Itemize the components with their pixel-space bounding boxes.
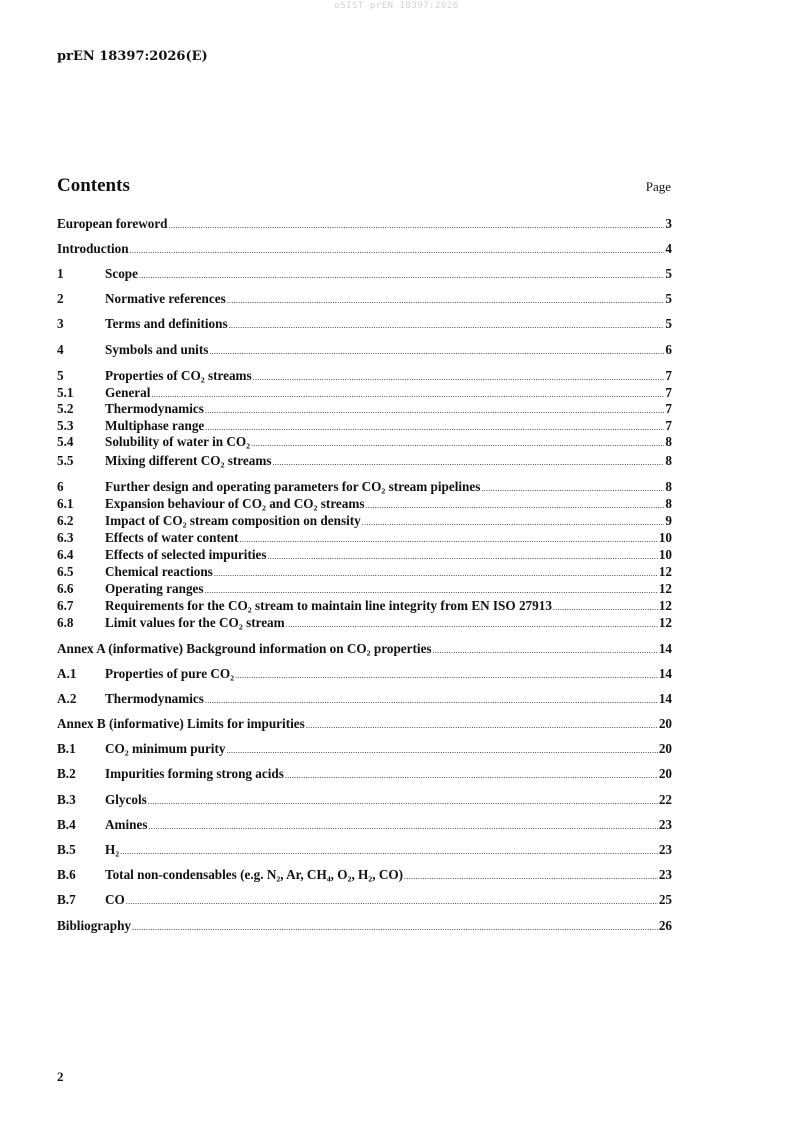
toc-entry-title: Annex A (informative) Background information on CO₂ properties bbox=[57, 641, 432, 656]
toc-entry[interactable] bbox=[57, 513, 672, 529]
toc-entry-page: 7 bbox=[665, 385, 672, 400]
toc-entry-page: 5 bbox=[665, 266, 672, 281]
toc-entry-page: 23 bbox=[658, 842, 672, 857]
dot-leader bbox=[272, 455, 664, 471]
dot-leader bbox=[148, 794, 658, 810]
document-id: prEN 18397:2026(E) bbox=[57, 49, 208, 64]
toc-entry[interactable] bbox=[57, 842, 672, 858]
toc-entry-title: Properties of pure CO₂ bbox=[105, 666, 235, 681]
toc-entry[interactable] bbox=[57, 316, 672, 332]
dot-leader bbox=[205, 583, 658, 599]
toc-entry[interactable] bbox=[57, 918, 672, 934]
toc-entry[interactable] bbox=[57, 342, 672, 358]
toc-entry[interactable] bbox=[57, 581, 672, 597]
toc-entry-page: 5 bbox=[665, 291, 672, 306]
toc-entry-page: 20 bbox=[658, 766, 672, 781]
dot-leader bbox=[362, 515, 665, 531]
toc-entry-title: Properties of CO₂ streams bbox=[105, 368, 252, 383]
toc-entry-title: CO bbox=[105, 892, 125, 907]
dot-leader bbox=[126, 894, 658, 910]
toc-entry-number: B.2 bbox=[57, 766, 76, 781]
toc-entry-title: European foreword bbox=[57, 216, 168, 231]
dot-leader bbox=[227, 293, 665, 309]
dot-leader bbox=[553, 600, 658, 616]
toc-entry-title: Bibliography bbox=[57, 918, 132, 933]
dot-leader bbox=[120, 844, 658, 860]
toc-entry-number: A.1 bbox=[57, 666, 77, 681]
toc-entry-number: 6.6 bbox=[57, 581, 74, 596]
toc-entry-number: A.2 bbox=[57, 691, 77, 706]
toc-entry-title: Scope bbox=[105, 266, 138, 281]
toc-entry-title: Introduction bbox=[57, 241, 129, 256]
dot-leader bbox=[285, 768, 658, 784]
toc-entry-page: 10 bbox=[658, 530, 672, 545]
dot-leader bbox=[268, 549, 658, 565]
toc-entry-title: Expansion behaviour of CO₂ and CO₂ streams bbox=[105, 496, 365, 511]
watermark: oSIST prEN 18397:2026 bbox=[334, 1, 459, 11]
toc-entry-page: 12 bbox=[658, 598, 672, 613]
toc-entry[interactable] bbox=[57, 368, 672, 384]
toc-entry-title: Further design and operating parameters for CO₂ stream pipelines bbox=[105, 479, 481, 494]
toc-entry-title: Mixing different CO₂ streams bbox=[105, 453, 272, 468]
toc-entry-number: 6.7 bbox=[57, 598, 74, 613]
toc-entry-number: B.7 bbox=[57, 892, 76, 907]
toc-entry[interactable] bbox=[57, 641, 672, 657]
toc-entry-page: 7 bbox=[665, 401, 672, 416]
toc-entry-page: 12 bbox=[658, 564, 672, 579]
toc-entry-title: Thermodynamics bbox=[105, 691, 204, 706]
toc-entry[interactable] bbox=[57, 479, 672, 495]
dot-leader bbox=[209, 344, 664, 360]
toc-entry-page: 7 bbox=[665, 418, 672, 433]
toc-entry-number: B.3 bbox=[57, 792, 76, 807]
dot-leader bbox=[229, 318, 665, 334]
toc-entry-page: 20 bbox=[658, 716, 672, 731]
toc-entry-page: 3 bbox=[665, 216, 672, 231]
toc-entry[interactable] bbox=[57, 547, 672, 563]
toc-entry-number: 5.5 bbox=[57, 453, 74, 468]
toc-entry-page: 14 bbox=[658, 641, 672, 656]
toc-entry-page: 10 bbox=[658, 547, 672, 562]
dot-leader bbox=[306, 718, 658, 734]
toc-entry-title: Thermodynamics bbox=[105, 401, 204, 416]
toc-entry[interactable] bbox=[57, 817, 672, 833]
toc-entry-page: 8 bbox=[665, 453, 672, 468]
toc-entry-title: Terms and definitions bbox=[105, 316, 228, 331]
toc-entry-page: 12 bbox=[658, 581, 672, 596]
toc-entry-number: B.5 bbox=[57, 842, 76, 857]
toc-entry-number: 6.5 bbox=[57, 564, 74, 579]
dot-leader bbox=[169, 218, 665, 234]
toc-entry[interactable] bbox=[57, 615, 672, 631]
toc-entry-title: Amines bbox=[105, 817, 148, 832]
toc-entry[interactable] bbox=[57, 401, 672, 417]
toc-entry-title: General bbox=[105, 385, 151, 400]
toc-entry-number: 2 bbox=[57, 291, 64, 306]
dot-leader bbox=[149, 819, 658, 835]
toc-entry-title: Requirements for the CO₂ stream to maintain line integrity from EN ISO 27913 bbox=[105, 598, 552, 613]
dot-leader bbox=[226, 743, 657, 759]
dot-leader bbox=[251, 436, 664, 452]
dot-leader bbox=[253, 370, 665, 386]
toc-entry-number: 6.1 bbox=[57, 496, 74, 511]
toc-entry[interactable] bbox=[57, 691, 672, 707]
toc-entry-number: 6.3 bbox=[57, 530, 74, 545]
dot-leader bbox=[130, 243, 665, 259]
toc-entry[interactable] bbox=[57, 766, 672, 782]
toc-entry-number: 6 bbox=[57, 479, 64, 494]
toc-entry-title: Impact of CO₂ stream composition on density bbox=[105, 513, 361, 528]
dot-leader bbox=[235, 668, 658, 684]
contents-title: Contents bbox=[57, 175, 130, 196]
toc-entry-number: 4 bbox=[57, 342, 64, 357]
toc-entry-number: B.4 bbox=[57, 817, 76, 832]
toc-entry-title: Normative references bbox=[105, 291, 226, 306]
toc-entry-title: Symbols and units bbox=[105, 342, 209, 357]
toc-entry-page: 22 bbox=[658, 792, 672, 807]
toc-entry-page: 20 bbox=[658, 741, 672, 756]
toc-entry-number: 5.3 bbox=[57, 418, 74, 433]
toc-entry-title: Multiphase range bbox=[105, 418, 205, 433]
page-column-label: Page bbox=[645, 179, 671, 194]
toc-entry-page: 12 bbox=[658, 615, 672, 630]
footer-page-number: 2 bbox=[57, 1069, 64, 1084]
toc-entry[interactable] bbox=[57, 530, 672, 546]
toc-entry[interactable] bbox=[57, 741, 672, 757]
toc-entry[interactable] bbox=[57, 291, 672, 307]
dot-leader bbox=[286, 617, 658, 633]
toc-entry-title: H₂ bbox=[105, 842, 120, 857]
toc-entry-title: Annex B (informative) Limits for impurities bbox=[57, 716, 305, 731]
toc-entry-number: B.1 bbox=[57, 741, 76, 756]
dot-leader bbox=[404, 869, 658, 885]
toc-entry-number: 5.4 bbox=[57, 434, 74, 449]
toc-entry-page: 8 bbox=[665, 479, 672, 494]
dot-leader bbox=[139, 268, 664, 284]
toc-entry-title: Solubility of water in CO₂ bbox=[105, 434, 251, 449]
toc-entry[interactable] bbox=[57, 216, 672, 232]
toc-entry-title: Total non-condensables (e.g. N₂, Ar, CH₄, O₂, H₂, CO) bbox=[105, 867, 404, 882]
toc-entry[interactable] bbox=[57, 385, 672, 401]
toc-entry[interactable] bbox=[57, 418, 672, 434]
toc-entry-number: 5 bbox=[57, 368, 64, 383]
toc-entry-number: 6.2 bbox=[57, 513, 74, 528]
toc-entry-number: 5.1 bbox=[57, 385, 74, 400]
toc-entry-title: CO₂ minimum purity bbox=[105, 741, 226, 756]
toc-entry-page: 8 bbox=[665, 496, 672, 511]
toc-entry-title: Glycols bbox=[105, 792, 147, 807]
toc-entry-number: 1 bbox=[57, 266, 64, 281]
toc-entry-title: Chemical reactions bbox=[105, 564, 213, 579]
toc-entry-number: 3 bbox=[57, 316, 64, 331]
toc-entry[interactable] bbox=[57, 598, 672, 614]
toc-entry[interactable] bbox=[57, 666, 672, 682]
toc-entry[interactable] bbox=[57, 564, 672, 580]
dot-leader bbox=[205, 693, 658, 709]
toc-entry-page: 8 bbox=[665, 434, 672, 449]
toc-entry-page: 4 bbox=[665, 241, 672, 256]
toc-entry-title: Operating ranges bbox=[105, 581, 204, 596]
toc-entry-page: 5 bbox=[665, 316, 672, 331]
toc-entry-page: 26 bbox=[658, 918, 672, 933]
toc-entry-number: 5.2 bbox=[57, 401, 74, 416]
dot-leader bbox=[214, 566, 658, 582]
toc-entry-number: B.6 bbox=[57, 867, 76, 882]
toc-entry[interactable] bbox=[57, 496, 672, 512]
dot-leader bbox=[205, 403, 665, 419]
toc-entry-page: 23 bbox=[658, 867, 672, 882]
toc-entry[interactable] bbox=[57, 434, 672, 450]
toc-entry-title: Effects of water content bbox=[105, 530, 239, 545]
toc-entry-page: 7 bbox=[665, 368, 672, 383]
toc-entry-title: Impurities forming strong acids bbox=[105, 766, 284, 781]
toc-entry-title: Effects of selected impurities bbox=[105, 547, 267, 562]
toc-entry-number: 6.4 bbox=[57, 547, 74, 562]
toc-entry[interactable] bbox=[57, 867, 672, 883]
toc-entry[interactable] bbox=[57, 716, 672, 732]
toc-entry-title: Limit values for the CO₂ stream bbox=[105, 615, 285, 630]
toc-entry-page: 14 bbox=[658, 666, 672, 681]
toc-entry[interactable] bbox=[57, 453, 672, 469]
toc-entry[interactable] bbox=[57, 241, 672, 257]
toc-entry-page: 6 bbox=[665, 342, 672, 357]
dot-leader bbox=[366, 498, 665, 514]
toc-entry-page: 23 bbox=[658, 817, 672, 832]
toc-entry-number: 6.8 bbox=[57, 615, 74, 630]
toc-entry-page: 9 bbox=[665, 513, 672, 528]
dot-leader bbox=[481, 481, 664, 497]
toc-entry[interactable] bbox=[57, 792, 672, 808]
toc-entry[interactable] bbox=[57, 892, 672, 908]
dot-leader bbox=[433, 643, 658, 659]
toc-entry-page: 25 bbox=[658, 892, 672, 907]
toc-entry-page: 14 bbox=[658, 691, 672, 706]
dot-leader bbox=[239, 532, 657, 548]
dot-leader bbox=[132, 920, 658, 936]
toc-entry[interactable] bbox=[57, 266, 672, 282]
